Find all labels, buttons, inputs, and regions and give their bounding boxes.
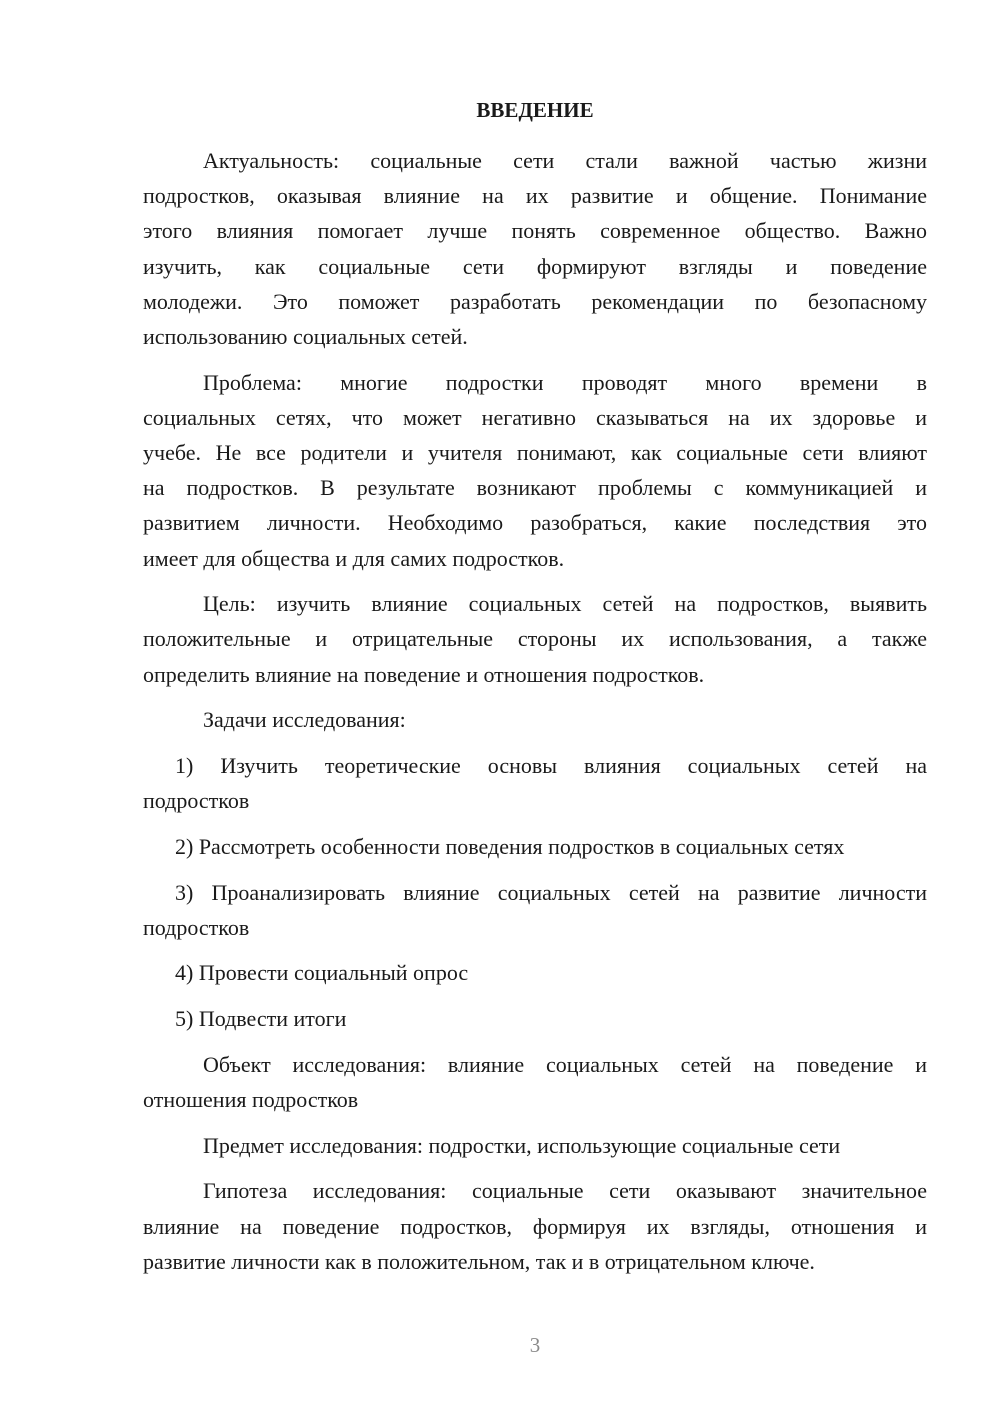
text-line: на подростков. В результате возникают проблемы с коммуникацией и <box>143 475 927 501</box>
text-line: развитие личности как в положительном, так и в отрицательном ключе. <box>143 1248 815 1274</box>
text-line: этого влияния помогает лучше понять современное общество. Важно <box>143 218 927 244</box>
text-line: подростков, оказывая влияние на их развитие и общение. Понимание <box>143 183 927 209</box>
text-line: молодежи. Это поможет разработать рекомендации по безопасному <box>143 288 927 314</box>
text-line: влияние на поведение подростков, формируя их взгляды, отношения и <box>143 1213 927 1239</box>
list-item <box>143 955 927 990</box>
list-item <box>143 875 927 945</box>
text-line: имеет для общества и для самих подростков. <box>143 545 565 571</box>
text-line: Актуальность: социальные сети стали важной частью жизни <box>203 148 927 173</box>
paragraph <box>143 1128 927 1163</box>
paragraph <box>143 586 927 692</box>
text-line: 4) Провести социальный опрос <box>175 960 469 986</box>
text-line: Предмет исследования: подростки, использующие социальные сети <box>203 1132 841 1158</box>
text-line: Объект исследования: влияние социальных сетей на поведение и <box>203 1051 927 1077</box>
document-body <box>143 143 927 1289</box>
text-line: положительные и отрицательные стороны их использования, а также <box>143 626 927 652</box>
text-line: подростков <box>143 788 250 814</box>
paragraph <box>143 365 927 576</box>
text-line: 3) Проанализировать влияние социальных сетей на развитие личности <box>175 879 927 905</box>
paragraph <box>143 702 927 737</box>
text-line: Задачи исследования: <box>203 707 406 733</box>
text-line: учебе. Не все родители и учителя понимают, как социальные сети влияют <box>143 440 927 465</box>
paragraph <box>143 143 927 354</box>
paragraph <box>143 1047 927 1117</box>
text-line: Проблема: многие подростки проводят много времени в <box>203 369 927 395</box>
list-item <box>143 1001 927 1036</box>
text-line: Цель: изучить влияние социальных сетей на подростков, выявить <box>203 591 927 617</box>
paragraph <box>143 1173 927 1279</box>
page-number: 3 <box>529 1333 541 1357</box>
text-line: отношения подростков <box>143 1087 359 1112</box>
section-title: ВВЕДЕНИЕ <box>476 98 594 122</box>
list-item <box>143 829 927 864</box>
text-line: использованию социальных сетей. <box>143 323 468 349</box>
text-line: развитием личности. Необходимо разобраться, какие последствия это <box>143 510 927 536</box>
text-line: 1) Изучить теоретические основы влияния социальных сетей на <box>175 753 927 778</box>
text-line: изучить, как социальные сети формируют взгляды и поведение <box>143 253 927 279</box>
text-line: социальных сетях, что может негативно сказываться на их здоровье и <box>143 404 927 430</box>
text-line: Гипотеза исследования: социальные сети оказывают значительное <box>203 1178 927 1204</box>
text-line: 2) Рассмотреть особенности поведения подростков в социальных сетях <box>175 833 845 859</box>
list-item <box>143 748 927 818</box>
text-line: определить влияние на поведение и отношения подростков. <box>143 661 705 687</box>
text-line: подростков <box>143 914 250 940</box>
text-line: 5) Подвести итоги <box>175 1006 347 1032</box>
